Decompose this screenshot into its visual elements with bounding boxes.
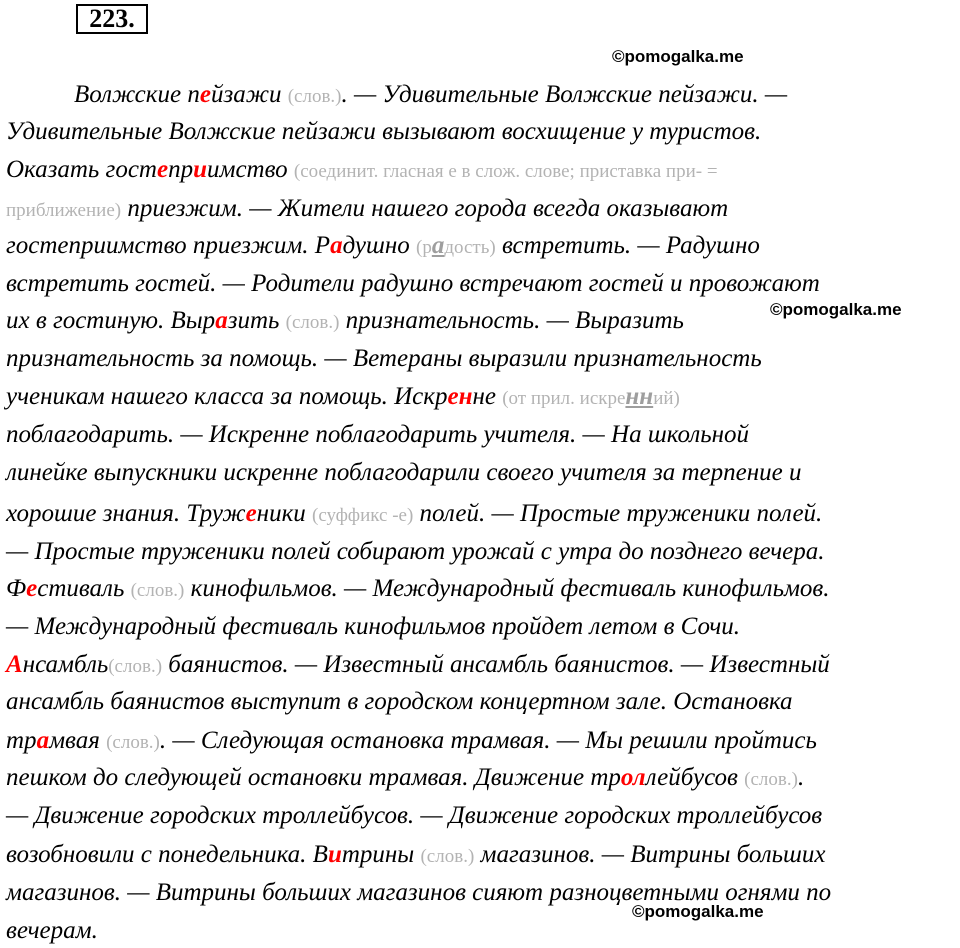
text-segment: не bbox=[472, 383, 503, 410]
text-segment: приезжим. — Жители нашего города всегда оказывают bbox=[121, 195, 729, 222]
text-line bbox=[6, 726, 817, 758]
text-segment: вечерам. bbox=[6, 917, 98, 944]
text-line bbox=[6, 916, 98, 946]
note: (р bbox=[416, 237, 432, 258]
highlighted-letter: А bbox=[6, 651, 23, 678]
text-line bbox=[6, 420, 749, 450]
text-segment: встретить гостей. — Родители радушно встречают гостей и провожают bbox=[6, 270, 820, 297]
highlighted-letter: и bbox=[193, 156, 207, 183]
text-line bbox=[6, 306, 684, 338]
exercise-number: 223. bbox=[76, 4, 148, 34]
highlighted-letter: и bbox=[327, 841, 342, 868]
text-segment: стиваль bbox=[37, 575, 131, 602]
text-segment: лейбусов bbox=[645, 764, 745, 791]
text-segment: ники bbox=[256, 500, 313, 527]
note: (соединит. гласная е в слож. слове; приставка при- = bbox=[293, 161, 718, 182]
text-line bbox=[6, 155, 718, 187]
watermark: ©pomogalka.me bbox=[770, 300, 902, 319]
text-segment: встретить. — Радушно bbox=[495, 232, 760, 259]
text-segment: пешком до следующей остановки трамвая. Движение тр bbox=[6, 764, 621, 791]
text-segment: кинофильмов. — Международный фестиваль кинофильмов. bbox=[184, 575, 830, 602]
text-segment: трины bbox=[341, 841, 421, 868]
note: ий) bbox=[653, 388, 680, 409]
highlighted-letter: ен bbox=[447, 383, 473, 410]
text-line bbox=[6, 382, 680, 414]
highlighted-letter: е bbox=[26, 575, 38, 602]
text-line bbox=[6, 840, 826, 872]
text-segment: магазинов. — Витрины больших bbox=[474, 841, 826, 868]
note: (от прил. искре bbox=[502, 388, 626, 409]
text-segment: — Движение городских троллейбусов. — Движение городских троллейбусов bbox=[6, 802, 823, 829]
note-highlight: а bbox=[431, 232, 445, 259]
text-line bbox=[6, 269, 820, 299]
text-line bbox=[6, 537, 825, 567]
text-segment: Ф bbox=[6, 575, 27, 602]
text-segment: душно bbox=[342, 232, 416, 259]
note: дость) bbox=[444, 237, 496, 258]
text-segment: ансамбль баянистов выступит в городском концертном зале. Остановка bbox=[6, 688, 793, 715]
note: (слов.) bbox=[130, 580, 185, 601]
text-segment: . — Следующая остановка трамвая. — Мы решили пройтись bbox=[159, 727, 817, 754]
text-segment: признательность. — Выразить bbox=[339, 307, 684, 334]
highlighted-letter: а bbox=[36, 727, 50, 754]
note: приближение) bbox=[6, 200, 122, 221]
text-segment: тр bbox=[6, 727, 37, 754]
text-segment: Волжские п bbox=[74, 81, 200, 108]
text-line bbox=[6, 117, 761, 147]
text-line bbox=[6, 878, 831, 908]
note: (слов.) bbox=[420, 846, 475, 867]
text-segment: линейке выпускники искренне поблагодарили своего учителя за терпение и bbox=[6, 459, 802, 486]
highlighted-letter: а bbox=[330, 232, 343, 259]
text-segment: Оказать гост bbox=[6, 156, 157, 183]
text-line bbox=[6, 458, 801, 488]
text-segment: пр bbox=[168, 156, 194, 183]
text-line bbox=[74, 80, 787, 112]
text-segment: — Международный фестиваль кинофильмов пройдет летом в Сочи. bbox=[6, 613, 741, 640]
text-line bbox=[6, 344, 762, 374]
text-segment: зить bbox=[227, 307, 286, 334]
text-segment: . bbox=[797, 764, 805, 791]
note: (слов.) bbox=[108, 656, 163, 677]
text-segment: Удивительные Волжские пейзажи вызывают восхищение у туристов. bbox=[6, 118, 762, 145]
text-line bbox=[6, 612, 740, 642]
note: (слов.) bbox=[285, 312, 340, 333]
text-segment: полей. — Простые труженики полей. bbox=[413, 500, 823, 527]
highlighted-letter: е bbox=[156, 156, 169, 183]
text-line bbox=[6, 499, 822, 531]
text-segment: поблагодарить. — Искренне поблагодарить учителя. — На школьной bbox=[6, 421, 750, 448]
text-line bbox=[6, 574, 830, 606]
text-segment: — Простые труженики полей собирают урожай с утра до позднего вечера. bbox=[6, 538, 825, 565]
text-segment: баянистов. — Известный ансамбль баянистов. — Известный bbox=[162, 651, 830, 678]
text-line bbox=[6, 763, 804, 795]
note: (суффикс -е) bbox=[312, 505, 414, 526]
text-line bbox=[6, 650, 830, 682]
note-highlight: нн bbox=[625, 383, 654, 410]
text-segment: ученикам нашего класса за помощь. Искр bbox=[6, 383, 448, 410]
text-segment: нсамбль bbox=[22, 651, 109, 678]
watermark: ©pomogalka.me bbox=[612, 47, 744, 66]
text-segment: хорошие знания. Труж bbox=[6, 500, 246, 527]
note: (слов.) bbox=[287, 86, 342, 107]
text-segment: . — Удивительные Волжские пейзажи. — bbox=[341, 81, 788, 108]
note: (слов.) bbox=[106, 732, 160, 753]
text-segment: йзажи bbox=[210, 81, 288, 108]
highlighted-letter: е bbox=[245, 500, 257, 527]
text-line bbox=[6, 194, 728, 226]
text-segment: имство bbox=[206, 156, 294, 183]
highlighted-letter: ол bbox=[620, 764, 646, 791]
watermark: ©pomogalka.me bbox=[632, 902, 764, 921]
text-segment: признательность за помощь. — Ветераны выразили признательность bbox=[6, 345, 762, 372]
text-line bbox=[6, 801, 822, 831]
text-line bbox=[6, 231, 760, 263]
text-segment: гостеприимство приезжим. Р bbox=[6, 232, 331, 259]
text-line bbox=[6, 687, 793, 717]
text-segment: их в гостиную. Выр bbox=[6, 307, 216, 334]
highlighted-letter: а bbox=[215, 307, 228, 334]
note: (слов.) bbox=[744, 769, 798, 790]
highlighted-letter: е bbox=[199, 81, 211, 108]
text-segment: мвая bbox=[49, 727, 107, 754]
text-segment: магазинов. — Витрины больших магазинов сияют разноцветными огнями по bbox=[6, 879, 832, 906]
text-segment: возобновили с понедельника. В bbox=[6, 841, 328, 868]
